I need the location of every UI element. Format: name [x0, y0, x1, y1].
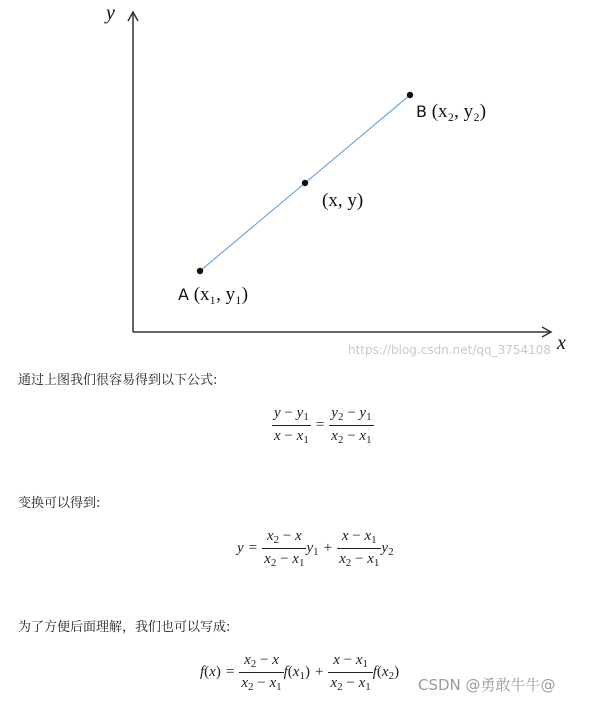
blog-watermark: https://blog.csdn.net/qq_3754108 [348, 343, 552, 357]
equation-2: y = $\frac{x_2 - x}{x_2 - x_1}$ $y_1$ + $\frac{x - x_1}{x_2 - x_1}$ $y_2$ [237, 528, 394, 569]
point-a-name: A [178, 285, 189, 304]
point-b-name: B [416, 102, 427, 121]
point-b [407, 92, 413, 98]
point-a-coord: (x₁, y₁) [193, 284, 249, 305]
point-a [197, 268, 203, 274]
point-mid [302, 180, 308, 186]
equation-3: f(x) = $\frac{x_2 - x}{x_2 - x_1}$ $f(x_1)$ + $\frac{x - x_1}{x_2 - x_1}$ $f(x_2)$ [200, 652, 400, 693]
point-a-label [178, 284, 248, 306]
point-mid-coord: (x, y) [322, 190, 364, 211]
csdn-watermark: CSDN @勇敢牛牛@ [418, 676, 556, 694]
point-mid-label [322, 190, 363, 212]
paragraph-2: 变换可以得到: [18, 496, 101, 511]
paragraph-1: 通过上图我们很容易得到以下公式: [18, 373, 218, 388]
y-axis-label: y [106, 2, 115, 24]
point-b-label [416, 101, 486, 123]
point-b-coord: (x₂, y₂) [431, 101, 487, 122]
equation-1: $\frac{y - y_1}{x - x_1}$ = $\frac{y_2 - y_1}{x_2 - x_1}$ [274, 405, 372, 446]
x-axis-label: x [557, 332, 566, 354]
paragraph-3: 为了方便后面理解，我们也可以写成: [18, 620, 231, 635]
